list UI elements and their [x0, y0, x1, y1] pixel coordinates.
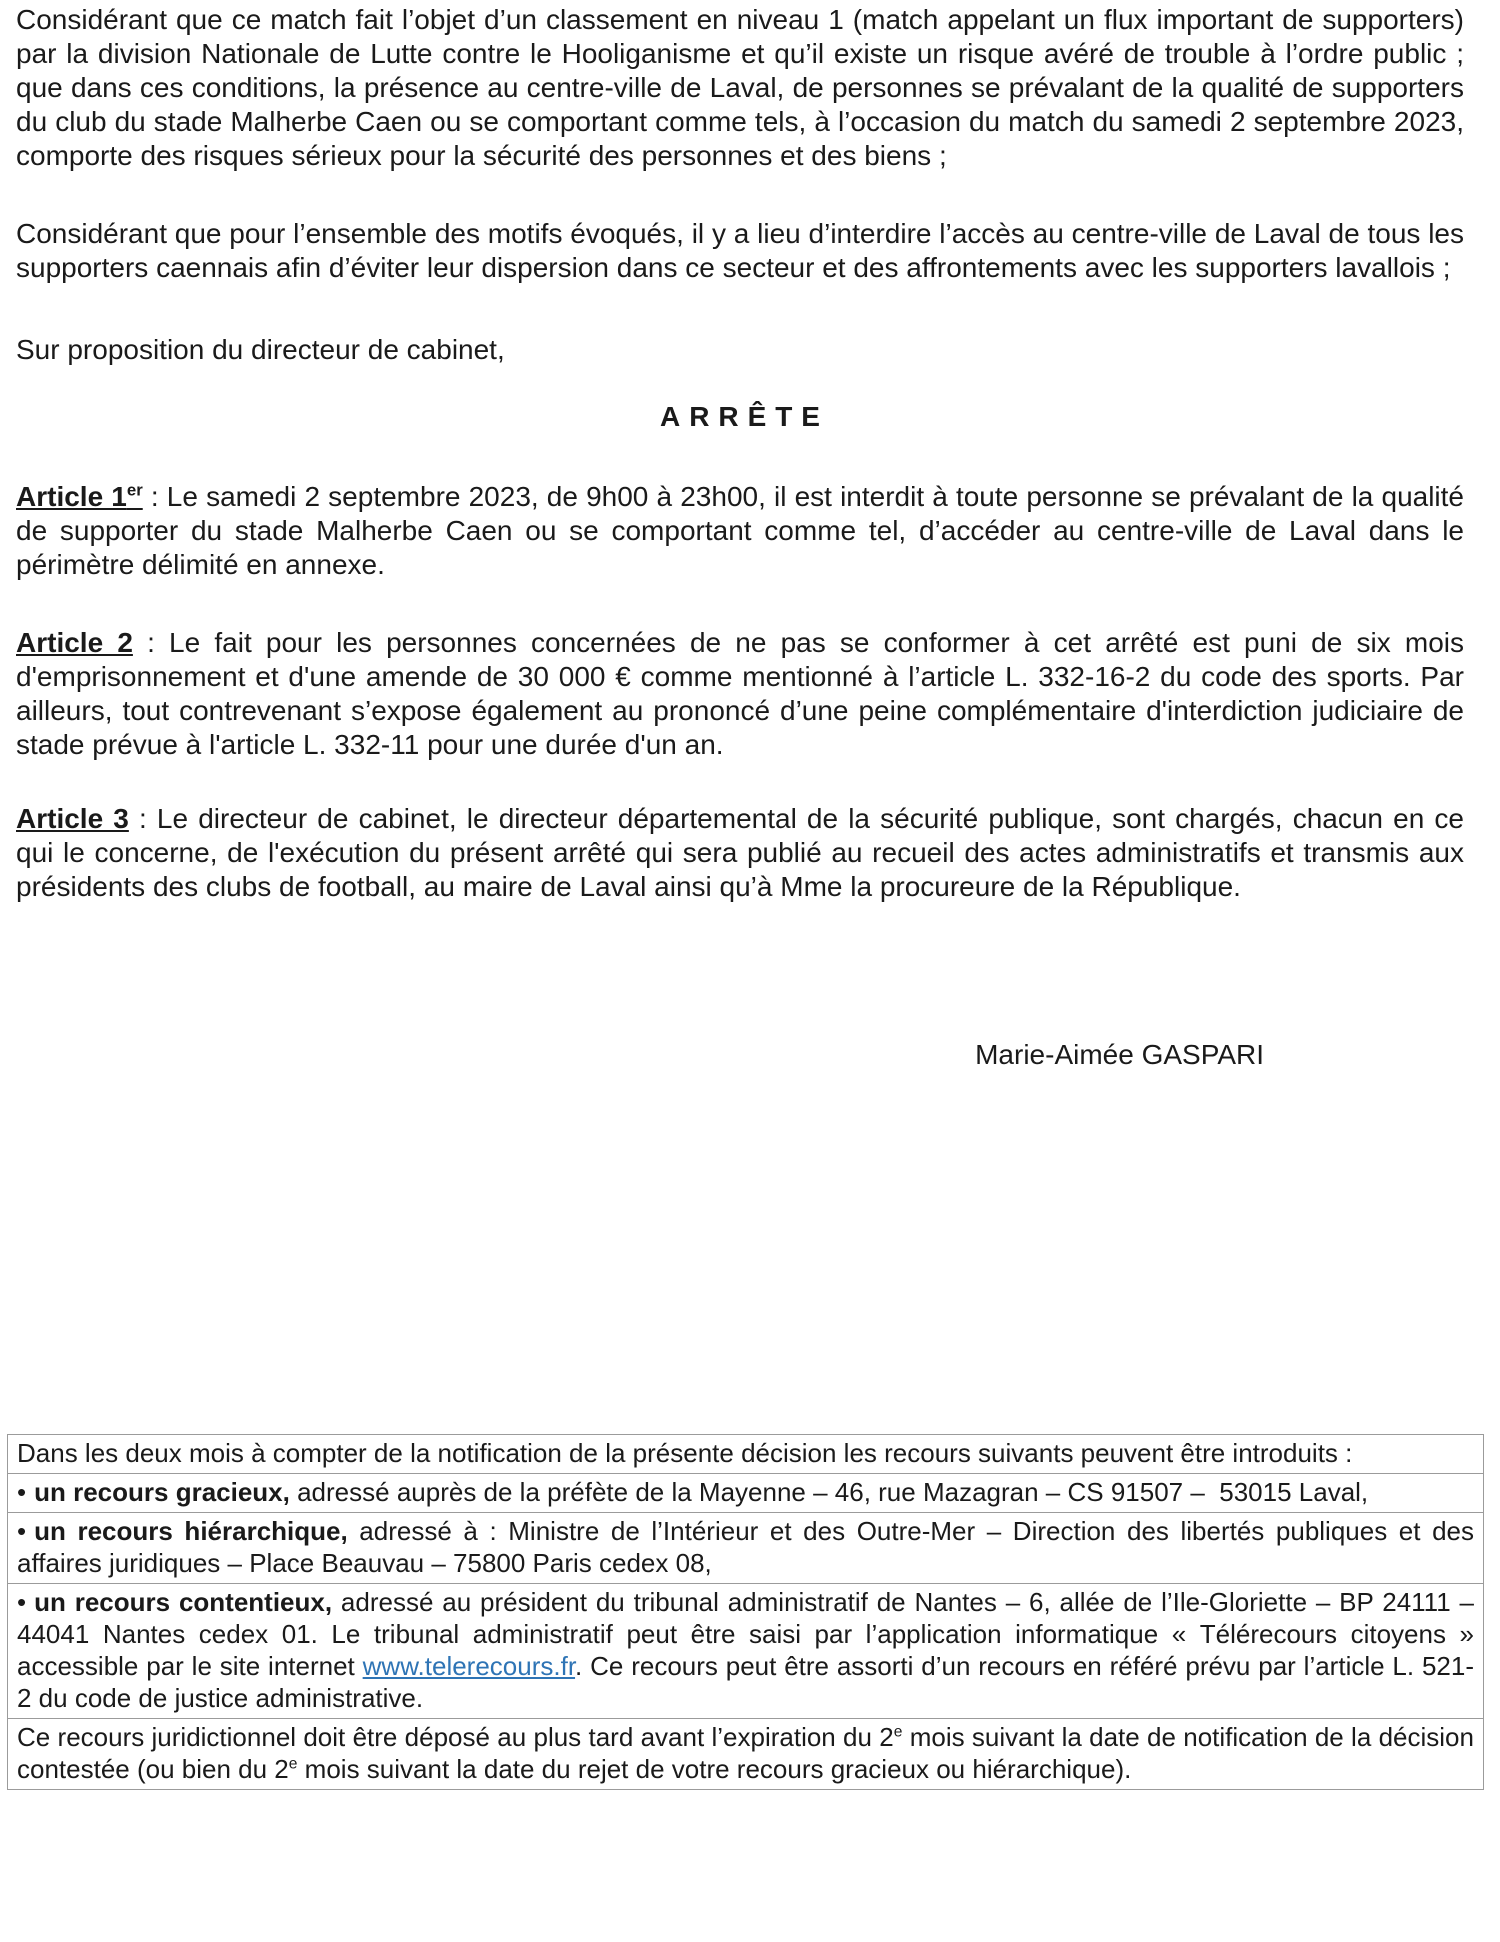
notice-footer-part-1: Ce recours juridictionnel doit être déposé au plus tard avant l’expiration du 2	[17, 1722, 894, 1752]
notice-footer-part-3: mois suivant la date du rejet de votre recours gracieux ou hiérarchique).	[297, 1754, 1132, 1784]
signature-name: Marie-Aimée GASPARI	[975, 1039, 1264, 1070]
notice-footer-superscript-1: e	[893, 1723, 903, 1741]
article-2-label-text: Article 2	[16, 627, 133, 658]
recours-gracieux-row	[7, 1473, 1484, 1513]
article-1-label	[16, 481, 143, 512]
bullet-icon: •	[17, 1516, 27, 1546]
article-2-separator: :	[132, 627, 170, 658]
bullet-icon: •	[17, 1587, 27, 1617]
recours-contentieux-text-before-link: adressé au président du tribunal administratif de Nantes – 6, allée de l’Ile-Gloriette – BP 24111 – 44041 Nantes cedex 01. Le tribunal administratif peut être saisi par l’application informatique « Télérecours citoyens » accessible par le site internet	[17, 1587, 1474, 1681]
notice-intro-text: Dans les deux mois à compter de la notification de la présente décision les recours suivants peuvent être introduits :	[17, 1438, 1353, 1468]
notice-footer-row	[7, 1718, 1484, 1790]
recours-contentieux-text-after-link: . Ce recours peut être assorti d’un recours en référé prévu par l’article L. 521-2 du code de justice administrative.	[17, 1651, 1474, 1713]
arrete-heading: ARRÊTE	[660, 401, 829, 432]
article-2-label	[16, 627, 133, 658]
article-2-body: Le fait pour les personnes concernées de ne pas se conformer à cet arrêté est puni de six mois d'emprisonnement et d'une amende de 30 000 € comme mentionné à l’article L. 332-16-2 du code des sports. Par ailleurs, tout contrevenant s’expose également au prononcé d’une peine complémentaire d'interdiction judiciaire de stade prévue à l'article L. 332-11 pour une durée d'un an.	[16, 627, 1464, 760]
article-3-paragraph	[16, 802, 1464, 904]
sur-proposition-line: Sur proposition du directeur de cabinet,	[16, 334, 505, 365]
article-1-paragraph	[16, 480, 1464, 582]
notice-footer-superscript-2: e	[288, 1755, 298, 1773]
recours-gracieux-text: adressé auprès de la préfète de la Mayenne – 46, rue Mazagran – CS 91507 – 53015 Laval,	[289, 1477, 1369, 1507]
article-3-body: Le directeur de cabinet, le directeur départemental de la sécurité publique, sont chargés, chacun en ce qui le concerne, de l'exécution du présent arrêté qui sera publié au recueil des actes administratifs et transmis aux présidents des clubs de football, au maire de Laval ainsi qu’à Mme la procureure de la République.	[16, 803, 1464, 902]
notice-footer-part-2: mois suivant la date de notification de la décision contestée (ou bien du 2	[17, 1722, 1474, 1784]
article-1-superscript: er	[126, 480, 143, 500]
article-1-label-text: Article 1	[16, 481, 127, 512]
considerant-paragraph-2: Considérant que pour l’ensemble des motifs évoqués, il y a lieu d’interdire l’accès au centre-ville de Laval de tous les supporters caennais afin d’éviter leur dispersion dans ce secteur et des affrontements avec les supporters lavallois ;	[16, 218, 1464, 283]
article-3-label-text: Article 3	[16, 803, 129, 834]
recours-gracieux-label: un recours gracieux,	[34, 1477, 290, 1507]
article-1-body: Le samedi 2 septembre 2023, de 9h00 à 23h00, il est interdit à toute personne se prévalant de la qualité de supporter du stade Malherbe Caen ou se comportant comme tel, d’accéder au centre-ville de Laval dans le périmètre délimité en annexe.	[16, 481, 1465, 580]
article-3-label	[16, 803, 129, 834]
recours-contentieux-label: un recours contentieux,	[34, 1587, 333, 1617]
article-1-separator: :	[142, 481, 167, 512]
recours-hierarchique-row	[7, 1512, 1484, 1584]
recours-notice-box	[7, 1434, 1484, 1790]
recours-hierarchique-text: adressé à : Ministre de l’Intérieur et des Outre-Mer – Direction des libertés publiques et des affaires juridiques – Place Beauvau – 75800 Paris cedex 08,	[17, 1516, 1474, 1578]
article-3-separator: :	[128, 803, 157, 834]
telerecours-link[interactable]: www.telerecours.fr	[362, 1651, 576, 1681]
recours-contentieux-row	[7, 1583, 1484, 1719]
notice-intro-row	[7, 1434, 1484, 1474]
recours-hierarchique-label: un recours hiérarchique,	[34, 1516, 348, 1546]
article-2-paragraph	[16, 626, 1464, 762]
bullet-icon: •	[17, 1477, 27, 1507]
considerant-paragraph-1: Considérant que ce match fait l’objet d’un classement en niveau 1 (match appelant un flux important de supporters) par la division Nationale de Lutte contre le Hooliganisme et qu’il existe un risque avéré de trouble à l’ordre public ; que dans ces conditions, la présence au centre-ville de Laval, de personnes se prévalant de la qualité de supporters du club du stade Malherbe Caen ou se comportant comme tels, à l’occasion du match du samedi 2 septembre 2023, comporte des risques sérieux pour la sécurité des personnes et des biens ;	[16, 4, 1464, 171]
